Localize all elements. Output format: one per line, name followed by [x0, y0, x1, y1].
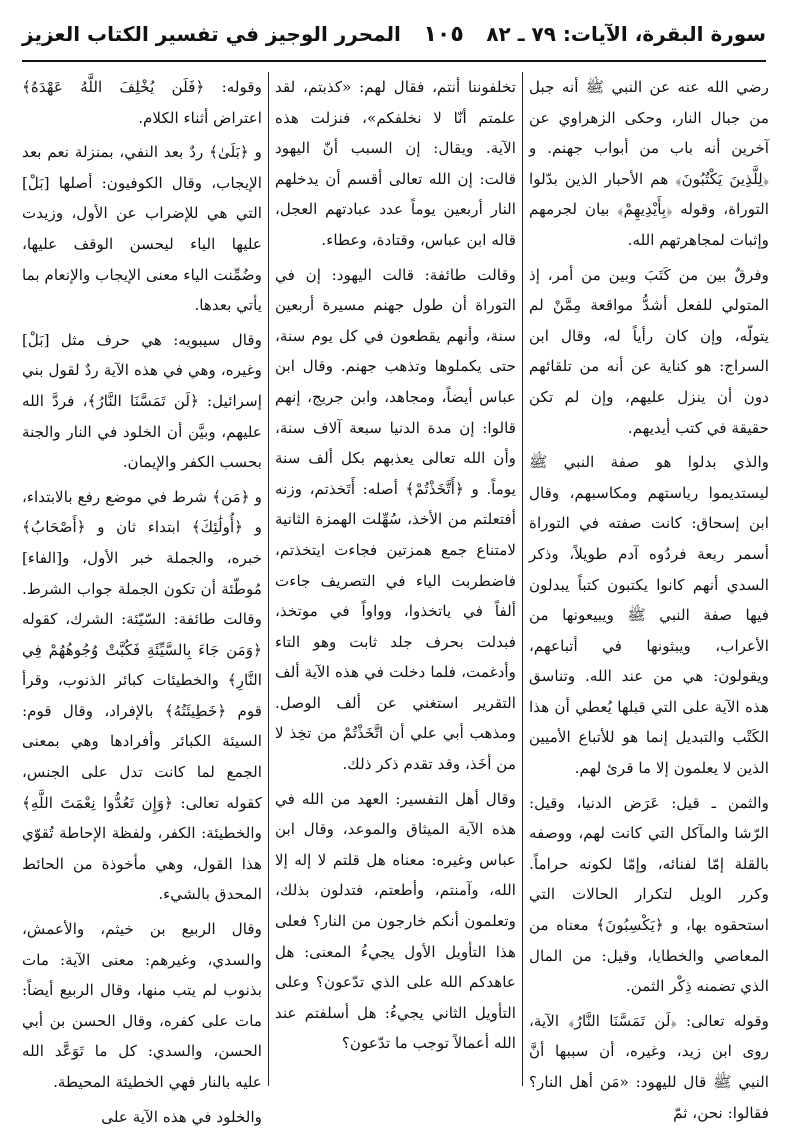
text-column-middle [275, 72, 516, 1090]
text-column-right [529, 72, 769, 1122]
text-column-left [22, 72, 262, 1126]
paragraph: و ﴿مَن﴾ شرط في موضع رفع بالابتداء، و ﴿أُولَٰئِكَ﴾ ابتداء ثان و ﴿أَصْحَابُ﴾ خبره، والجملة خبر الأول، و[الفاء] مُوطّئة أن تكون الجملة جواب الشرط. وقالت طائفة: السّيّئة: الشرك، كقوله ﴿وَمَن جَاءَ بِالسَّيِّئَةِ فَكُبَّتْ وُجُوهُهُمْ فِي النَّارِ﴾ والخطيئات كبائر الذنوب، وقرأ قوم ﴿خَطِيئَتُهُ﴾ بالإفراد، وقال قوم: السيئة الكبائر وأفرادها وهي بمعنى الجمع لما كانت تدل على الجنس، كقوله تعالى: ﴿وَإِن تَعُدُّوا نِعْمَتَ اللَّهِ﴾ والخطيئة: الكفر، ولفظة الإحاطة تُقوّي هذا القول، وهي مأخوذة من الحائط المحدق بالشيء. [22, 487, 262, 904]
surah-verses-label: سورة البقرة، الآيات: ٧٩ ـ ٨٢ [486, 22, 766, 46]
paragraph: وقال الربيع بن خيثم، والأعمش، والسدي، وغيرهم: معنى الآية: مات بذنوب لم يتب منها، وقال الربيع أيضاً: مات على كفره، وقال الحسن بن أبي الحسن، والسدي: كل ما تَوَعَّد الله عليه بالنار فهي الخطيئة المحيطة. [22, 920, 262, 1091]
page-number: ١٠٥ [423, 21, 464, 47]
book-title: المحرر الوجيز في تفسير الكتاب العزيز [22, 22, 401, 46]
page-header [22, 14, 766, 54]
paragraph: وقوله: ﴿فَلَن يُخْلِفَ اللَّهُ عَهْدَهُ﴾ اعتراض أثناء الكلام. [22, 78, 262, 127]
paragraph: وقال أهل التفسير: العهد من الله في هذه الآية الميثاق والموعد، وقال ابن عباس وغيره: معناه هل قلتم لا إله إلا الله، وآمنتم، وأطعتم، فتدلون بذلك، وتعلمون أنكم خارجون من النار؟ فعلى هذا التأويل الأول يجيءُ المعنى: هل عاهدكم الله على الذي تدّعون؟ وعلى التأويل الثاني يجيءُ: هل أسلفتم عند الله أعمالاً توجب ما تدّعون؟ [275, 789, 516, 1053]
paragraph: وقال سيبويه: هي حرف مثل [بَلْ] وغيره، وهي في هذه الآية ردٌ لقول بني إسرائيل: ﴿لَن تَمَسَّنَا النَّارُ﴾، فردَّ الله عليهم، وبيَّن أن الخلود في النار والجنة بحسب الكفر والإيمان. [22, 330, 262, 472]
header-divider [22, 60, 766, 62]
paragraph: وفرقٌ بين من كَتَبَ وبين من أمر، إذ المتولي للفعل أشدُّ مواقعة مِمَّنْ لم يتولّه، وإن كان رأياً له، وقال ابن السراج: هو كناية عن أنه من تلقائهم دون أن ينزل عليهم، وإن لم تكن حقيقة في كتب أيديهم. [529, 265, 769, 437]
paragraph: والخلود في هذه الآية على [101, 1107, 262, 1126]
paragraph: وقالت طائفة: قالت اليهود: إن في التوراة أن طول جهنم مسيرة أربعين سنة، وأنهم يقطعون في كل يوم سنة، حتى يكملوها وتذهب جهنم. وقال ابن عباس أيضاً، ومجاهد، وابن جريج، إنهم قالوا: إن مدة الدنيا سبعة آلاف سنة، وأن الله تعالى يعذبهم بكل ألف سنة يوماً. و ﴿أَتَّخَذْتُمْ﴾ أصله: أَتَخذتم، وزنه أفتعلتم من الأخذ، سُهِّلت الهمزة الثانية لامتناع جمع همزتين فجاءت ايتخذتم، فاضطربت الياء في التصريف جاءت ألفاً في ياتخذوا، وواواً في موتخذ، فبدلت بحرف جلد ثابت وهو التاء وأدغمت، فلما دخلت في هذه الآية ألف التقرير استغني عن ألف الوصل. ومذهب أبي علي أن اتَّخَذْتُمْ من تخِذ لا من أخَذ، وقد تقدم ذكر ذلك. [275, 265, 516, 774]
column-divider-right [522, 72, 523, 1086]
paragraph: رضي الله عنه عن النبي ﷺ أنه جبل من جبال النار، وحكى الزهراوي عن آخرين أنه باب من أبواب جهنم. و ﴿لِلَّذِينَ يَكْتُبُونَ﴾ هم الأحبار الذين بدّلوا التوراة، وقوله ﴿بِأَيْدِيهِمْ﴾ بيان لجرمهم وإثبات لمجاهرتهم الله. [529, 78, 769, 249]
paragraph: والذي بدلوا هو صفة النبي ﷺ ليستديموا رياستهم ومكاسبهم، وقال ابن إسحاق: كانت صفته في التوراة أسمر ربعة فردُوه آدم طويلاً، وذكر السدي أنهم كانوا يكتبون كتباً يبدلون فيها صفة النبي ﷺ ويبيعونها من الأعراب، ويبثونها في أتباعهم، ويقولون: هي من عند الله. وتناسق هذه الآية على التي قبلها يُعطي أن هذا الكَتْب والتبديل إنما هو للأتباع الأميين الذين لا يعلمون إلا ما قرئ لهم. [529, 453, 769, 778]
paragraph: وقوله تعالى: ﴿لَن تَمَسَّنَا النَّارُ﴾ الآية، روى ابن زيد، وغيره، أن سببها أنَّ النبي ﷺ قال لليهود: «مَن أهل النار؟ فقالوا: نحن، ثمّ [529, 1011, 769, 1122]
paragraph: تخلفوننا أنتم، فقال لهم: «كذبتم، لقد علمتم أنّا لا نخلفكم»، فنزلت هذه الآية. ويقال: إن السبب أنّ اليهود قالت: إن الله تعالى أقسم أن يدخلهم النار أربعين يوماً عدد عبادتهم العجل، قاله ابن عباس، وقتادة، وعطاء. [275, 78, 516, 249]
paragraph: والثمن ـ قيل: عَرَض الدنيا، وقيل: الرّشا والمآكل التي كانت لهم، ووصفه بالقلة إمّا لفنائه، وإمّا لكونه حراماً. وكرر الويل لتكرار الحالات التي استحقوه بها، و ﴿يَكْسِبُونَ﴾ معناه من المعاصي والخطايا، وقيل: من المال الذي تضمنه ذِكْر الثمن. [529, 793, 769, 996]
column-divider-left [268, 72, 269, 1086]
paragraph: و ﴿بَلَىٰ﴾ ردٌ بعد النفي، بمنزلة نعم بعد الإيجاب، وقال الكوفيون: أصلها [بَلْ] التي هي للإضراب عن الأول، وزيدت عليها الياء ليحسن الوقف عليها، وضُمِّنت الياء معنى الإيجاب والإنعام بما يأتي بعدها. [22, 143, 262, 315]
